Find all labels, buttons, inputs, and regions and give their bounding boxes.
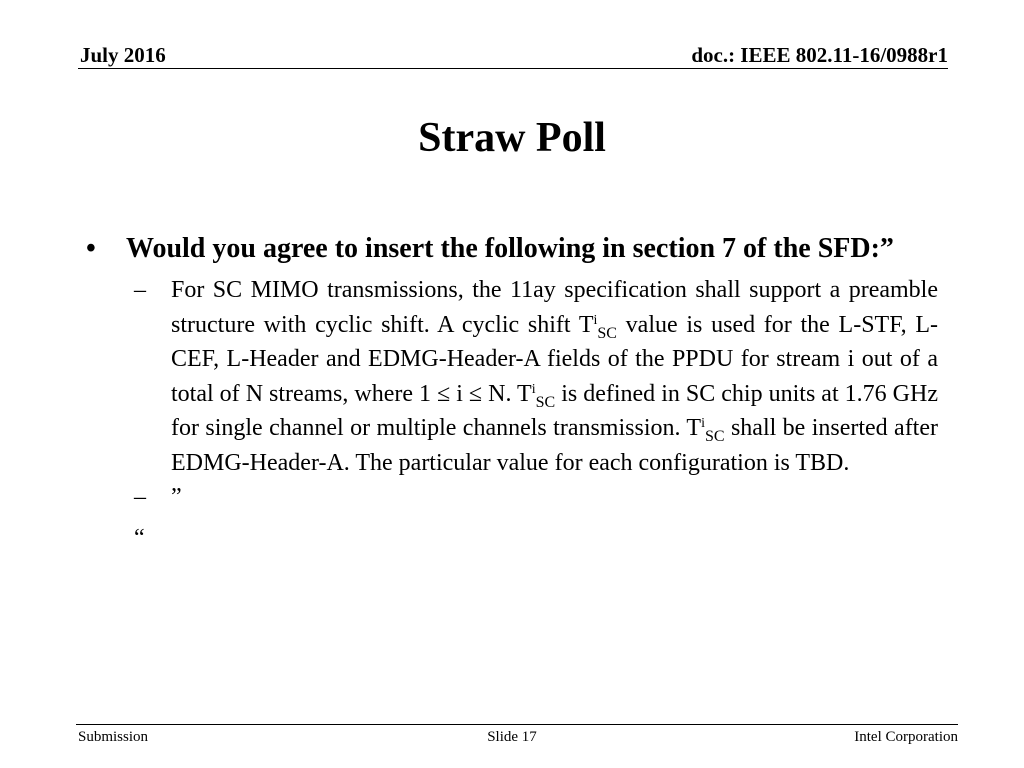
header-doc-id: doc.: IEEE 802.11-16/0988r1 xyxy=(691,43,948,67)
subscript-sc: SC xyxy=(535,393,556,411)
footer-submission: Submission xyxy=(78,729,149,745)
bullet-text: Would you agree to insert the following in section 7 of the SFD:” xyxy=(126,233,894,264)
sub-item-text-2: value is used for the L-STF, L-CEF, L-Header and EDMG-Header-A fields of the PPDU for stream i out of a total of N streams, where 1 ≤ i ≤ N. T xyxy=(171,311,939,407)
open-quote: “ xyxy=(134,525,145,551)
footer-divider xyxy=(76,724,958,725)
bullet-marker: • xyxy=(86,233,96,264)
sub-item-2-text: ” xyxy=(171,484,182,510)
slide-content xyxy=(86,228,938,554)
superscript-i: i xyxy=(593,312,598,328)
bullet-item xyxy=(86,228,938,270)
sub-item-dash: – xyxy=(134,277,146,303)
subscript-sc: SC xyxy=(597,324,617,342)
sub-item-text-4: shall be inserted after EDMG-Header-A. The particular value for each configuration is TBD. xyxy=(171,415,938,476)
footer-company: Intel Corporation xyxy=(854,729,958,745)
superscript-i: i xyxy=(701,416,705,431)
footer-slide-number: Slide 17 xyxy=(487,729,537,745)
subscript-sc: SC xyxy=(705,428,725,445)
sub-item-text-3: is defined in SC chip units at 1.76 GHz for single channel or multiple channels transmission. T xyxy=(171,380,938,441)
sub-item xyxy=(134,273,939,480)
sub-item-2 xyxy=(134,480,938,514)
sub-item-text-1: For SC MIMO transmissions, the 11ay specification shall support a preamble structure with cyclic shift. A cyclic shift T xyxy=(171,277,938,338)
header-date: July 2016 xyxy=(80,43,166,67)
superscript-i: i xyxy=(531,381,536,397)
sub-item-2-dash: – xyxy=(134,484,146,510)
slide-title: Straw Poll xyxy=(418,115,606,161)
header-divider xyxy=(78,68,948,69)
